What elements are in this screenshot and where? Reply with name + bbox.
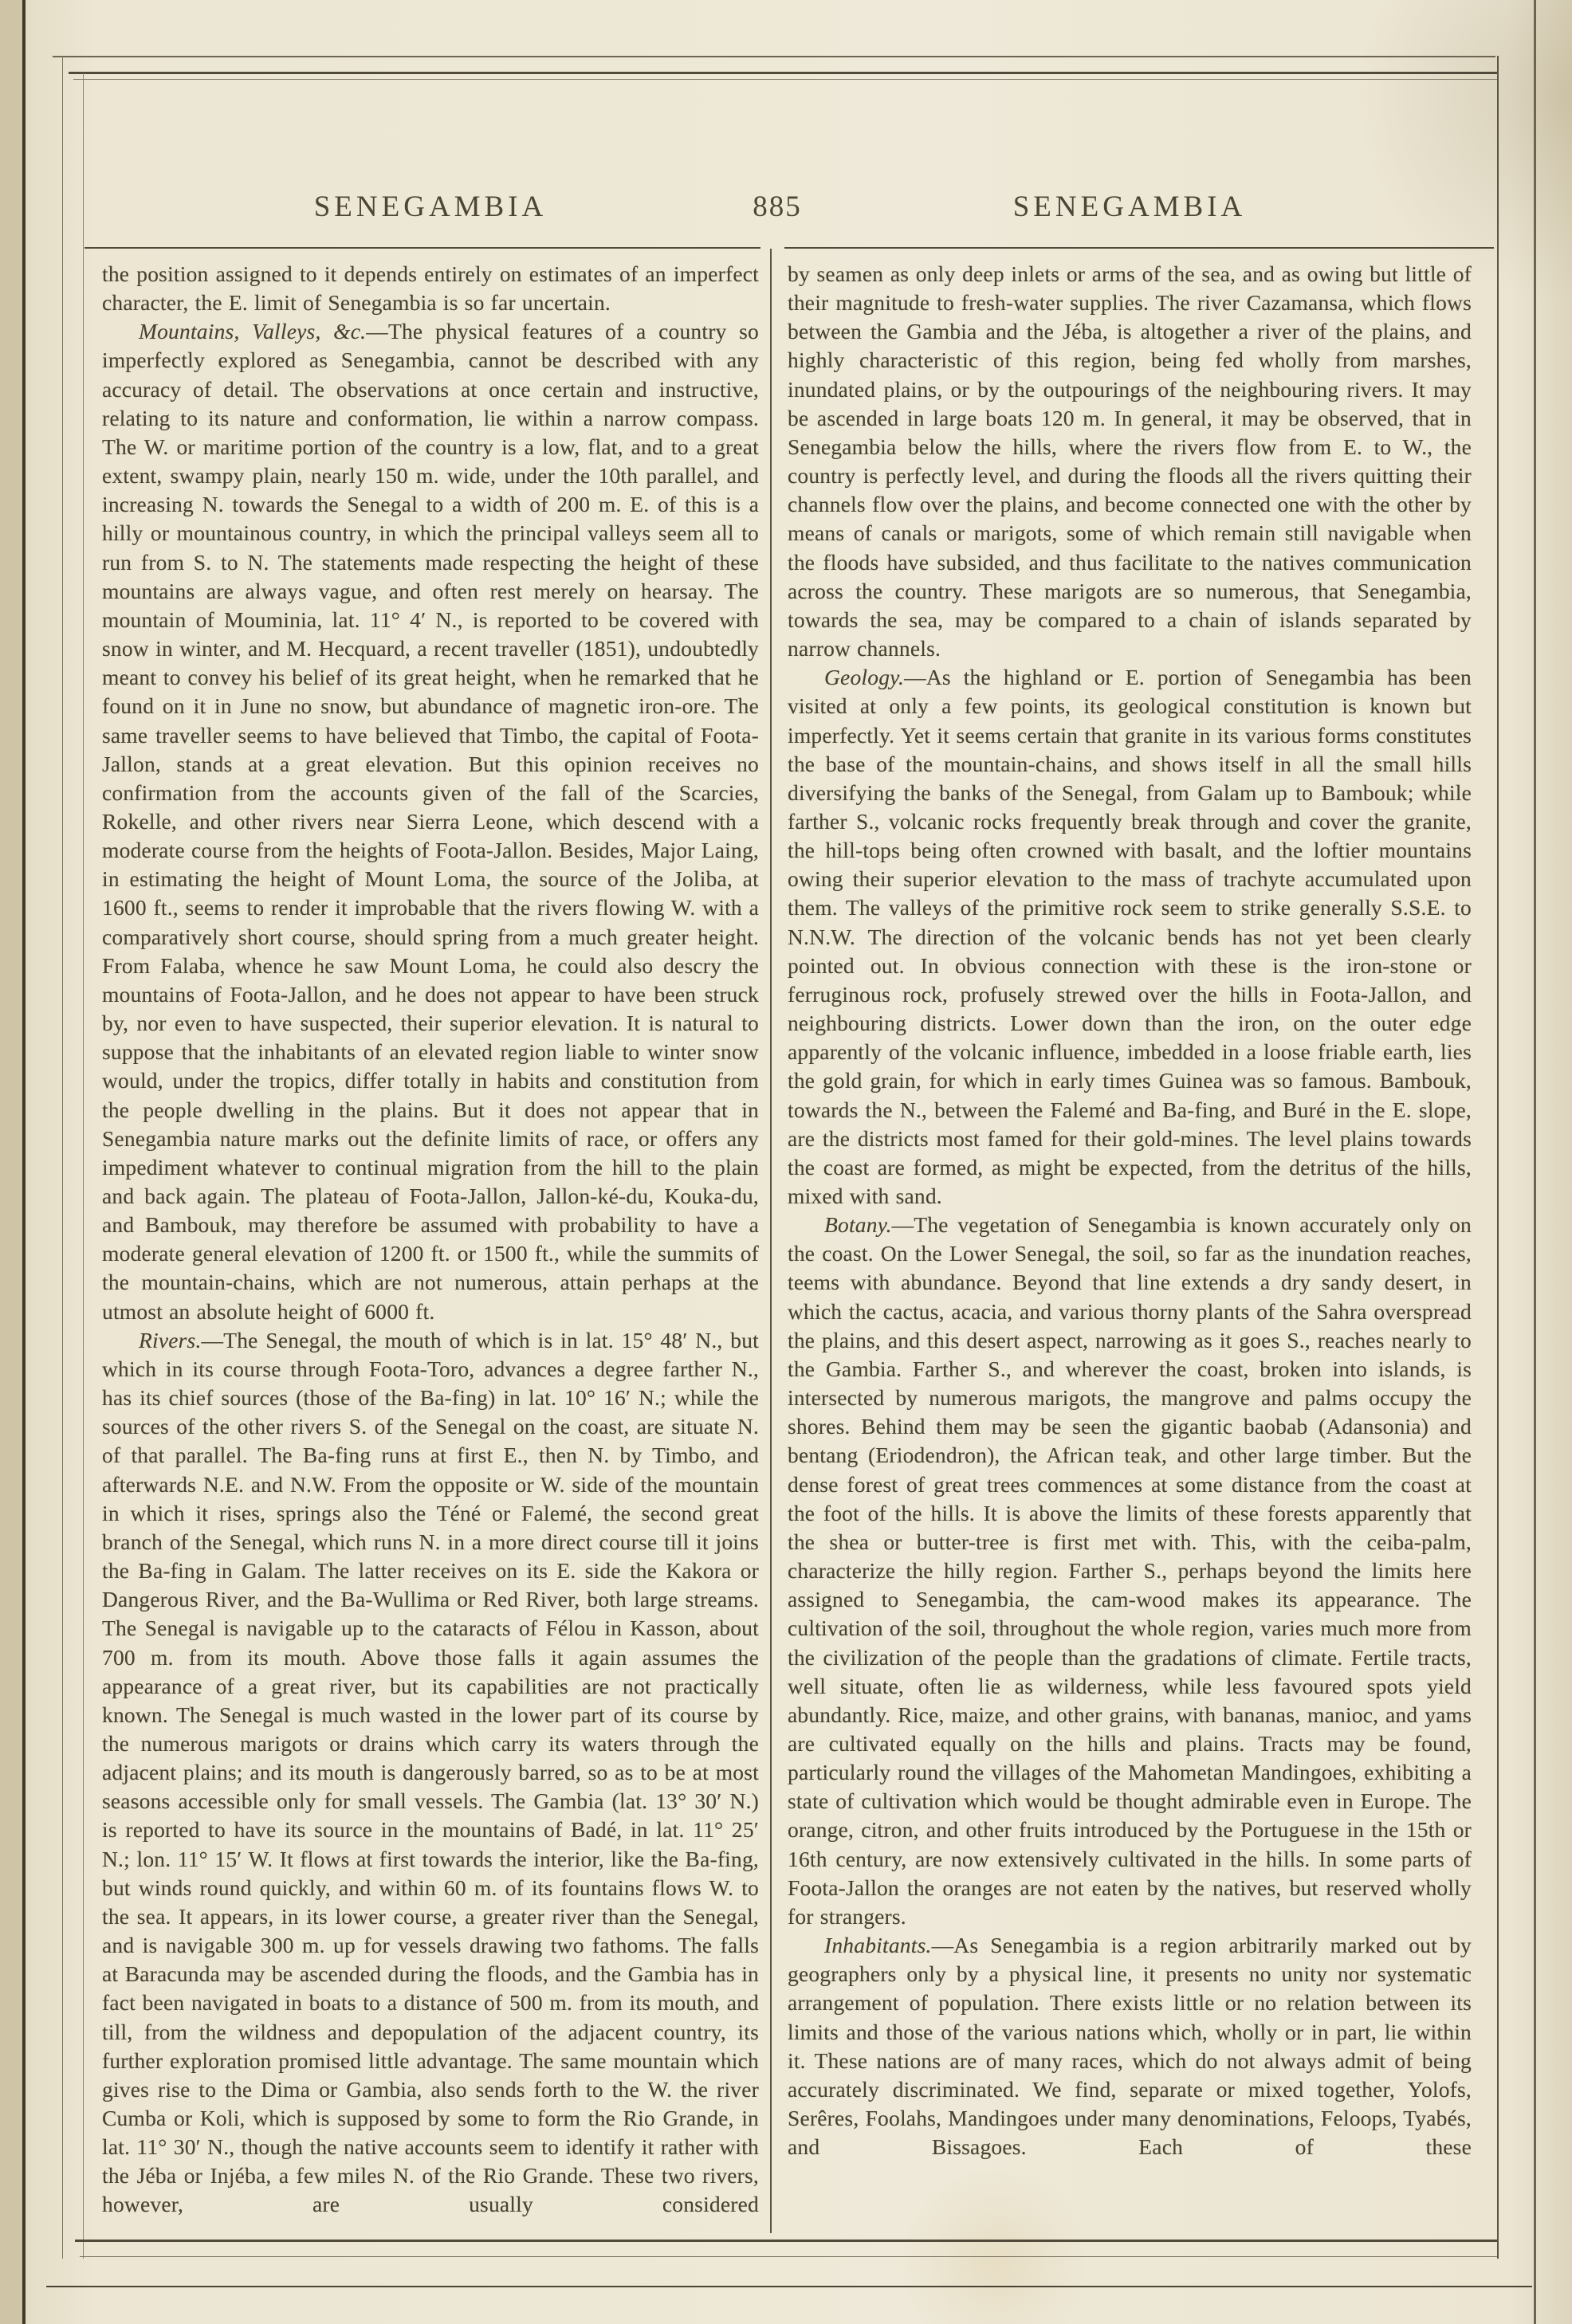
top-border-rule-inner xyxy=(73,79,1497,80)
page-number: 885 xyxy=(753,190,802,223)
paragraph-geology xyxy=(788,663,1472,1211)
paragraph-text: —As the highland or E. portion of Senegambia has been visited at only a few points, its geological constitution is known but imperfectly. Yet it seems certain that granite in its various forms constitutes the base of the mountain-chains, and shows itself in all the small hills diversifying the banks of the Senegal, from Galam up to Bambouk; while farther S., volcanic rocks frequently break through and cover the granite, the hill-tops being often crowned with basalt, and the loftier mountains owing their superior elevation to the mass of trachyte accumulated upon them. The valleys of the primitive rock seem to strike generally S.S.E. to N.N.W. The direction of the volcanic bends has not yet been clearly pointed out. In obvious connection with these is the iron-stone or ferruginous rock, profusely strewed over the hills in Foota-Jallon, and neighbouring districts. Lower down than the iron, on the outer edge apparently of the volcanic influence, imbedded in a loose friable earth, lies the gold grain, for which in early times Guinea was so famous. Bambouk, towards the N., between the Falemé and Ba-fing, and Buré in the E. slope, are the districts most famed for their gold-mines. The level plains towards the coast are formed, as might be expected, from the detritus of the hills, mixed with sand. xyxy=(788,665,1472,1208)
section-heading-geology: Geology. xyxy=(824,665,905,690)
paragraph-continuation xyxy=(788,260,1472,663)
running-head-left: SENEGAMBIA xyxy=(313,190,548,223)
paragraph-continuation xyxy=(102,260,759,317)
paragraph-rivers xyxy=(102,1326,759,2220)
paragraph-botany xyxy=(788,1211,1472,1931)
paragraph-text: —The Senegal, the mouth of which is in lat. 15° 48′ N., but which in its course through Foota-Toro, advances a degree farther N., has its chief sources (those of the Ba-fing) in lat. 10° 16′ N.; while the sources of the other rivers S. of the Senegal on the coast, are situate N. of that parallel. The Ba-fing runs at first E., then N. by Timbo, and afterwards N.E. and N.W. From the opposite or W. side of the mountain in which it rises, springs also the Téné or Falemé, the second great branch of the Senegal, which runs N. in a more direct course till it joins the Ba-fing in Galam. The latter receives on its E. side the Kakora or Dangerous River, and the Ba-Wullima or Red River, both large streams. The Senegal is navigable up to the cataracts of Félou in Kasson, about 700 m. from its mouth. Above those falls it again assumes the appearance of a great river, but its capabilities are not practically known. The Senegal is much wasted in the lower part of its course by the numerous marigots or drains which carry its waters through the adjacent plains; and its mouth is dangerously barred, so as to be at most seasons accessible only for small vessels. The Gambia (lat. 13° 30′ N.) is reported to have its source in the mountains of Badé, in lat. 11° 25′ N.; lon. 11° 15′ W. It flows at first towards the interior, like the Ba-fing, but winds round quickly, and within 60 m. of its fountains flows W. to the sea. It appears, in its lower course, a greater river than the Senegal, and is navigable 300 m. up for vessels drawing two fathoms. The falls at Baracunda may be ascended during the floods, and the Gambia has in fact been navigated in boats to a distance of 500 m. from its mouth, and till, from the wildness and depopulation of the adjacent country, its further exploration promised little advantage. The same mountain which gives rise to the Dima or Gambia, also sends forth to the W. the river Cumba or Koli, which is supposed by some to form the Rio Grande, in lat. 11° 30′ N., though the native accounts seem to identify it rather with the Jéba or Injéba, a few miles N. of the Rio Grande. These two rivers, however, are usually considered xyxy=(102,1327,759,2217)
page-body xyxy=(0,260,1572,2240)
top-border-rule xyxy=(69,72,1497,74)
paragraph-text: by seamen as only deep inlets or arms of the sea, and as owing but little of their magnitude to fresh-water supplies. The river Cazamansa, which flows between the Gambia and the Jéba, is altogether a river of the plains, and highly characteristic of this region, being fed wholly from marshes, inundated plains, or by the outpourings of the neighbouring rivers. It may be ascended in large boats 120 m. In general, it may be observed, that in Senegambia below the hills, where the rivers flow from E. to W., the country is perfectly level, and during the floods all the rivers quitting their channels flow over the plains, and become connected one with the other by means of canals or marigots, some of which remain still navigable when the floods have subsided, and thus facilitate to the natives communication across the country. These marigots are so numerous, that Senegambia, towards the sea, may be compared to a chain of islands separated by narrow channels. xyxy=(788,261,1472,661)
running-head-right: SENEGAMBIA xyxy=(1012,190,1247,223)
paragraph-mountains xyxy=(102,317,759,1325)
bottom-page-edge-line xyxy=(46,2286,1532,2287)
section-heading-rivers: Rivers. xyxy=(139,1327,202,1352)
section-heading-inhabitants: Inhabitants. xyxy=(824,1933,932,1958)
header-rule-right-column xyxy=(784,247,1494,249)
top-outer-rule xyxy=(53,56,1495,57)
bottom-border-rule xyxy=(75,2240,1497,2242)
text-column-right xyxy=(788,260,1472,2161)
section-heading-mountains: Mountains, Valleys, &c. xyxy=(139,319,367,344)
paragraph-text: —As Senegambia is a region arbitrarily marked out by geographers only by a physical line, it presents no unity nor systematic arrangement of population. There exists little or no relation between its limits and those of the various nations which, wholly or in part, lie within it. These nations are of many races, which do not always admit of being accurately discriminated. We find, separate or mixed together, Yolofs, Serêres, Foolahs, Mandingoes under many denominations, Feloops, Tyabés, and Bissagoes. Each of these xyxy=(788,1933,1472,2160)
header-rule-left-column xyxy=(84,247,760,249)
section-heading-botany: Botany. xyxy=(824,1212,892,1238)
paragraph-text: —The vegetation of Senegambia is known accurately only on the coast. On the Lower Senegal, the soil, so far as the inundation reaches, teems with abundance. Beyond that line extends a dry sandy desert, in which the cactus, acacia, and various thorny plants of the Sahra overspread the plains, and this desert aspect, narrowing as it goes S., reaches nearly to the Gambia. Farther S., and wherever the coast, broken into islands, is intersected by numerous marigots, the mangrove and palms occupy the shores. Behind them may be seen the gigantic baobab (Adansonia) and bentang (Eriodendron), the African teak, and other large timber. But the dense forest of great trees commences at some distance from the coast at the foot of the hills. It is above the limits of these forests apparently that the shea or butter-tree is first met with. This, with the ceiba-palm, characterize the hilly region. Farther S., perhaps beyond the limits here assigned to Senegambia, the cam-wood makes its appearance. The cultivation of the soil, throughout the whole region, varies much more from the civilization of the people than the gradations of climate. Fertile tracts, well situate, often lie as wilderness, while less favoured spots yield abundantly. Rice, maize, and other grains, with bananas, manioc, and yams are cultivated equally on the hills and plains. Tracts may be found, particularly round the villages of the Mahometan Mandingoes, exhibiting a state of cultivation which would be thought admirable even in Europe. The orange, citron, and other fruits introduced by the Portuguese in the 15th or 16th century, are now extensively cultivated in the hills. In some parts of Foota-Jallon the oranges are not eaten by the natives, but reserved wholly for strangers. xyxy=(788,1212,1472,1929)
paragraph-text: —The physical features of a country so imperfectly explored as Senegambia, cannot be described with any accuracy of detail. The observations at once certain and instructive, relating to its nature and conformation, lie within a narrow compass. The W. or maritime portion of the country is a low, flat, and to a great extent, swampy plain, nearly 150 m. wide, under the 10th parallel, and increasing N. towards the Senegal to a width of 200 m. E. of this is a hilly or mountainous country, in which the principal valleys seem all to run from S. to N. The statements made respecting the height of these mountains are always vague, and often rest merely on hearsay. The mountain of Mouminia, lat. 11° 4′ N., is reported to be covered with snow in winter, and M. Hecquard, a recent traveller (1851), undoubtedly meant to convey his belief of its great height, when he remarked that he found on it in June no snow, but abundance of magnetic iron-ore. The same traveller seems to have believed that Timbo, the capital of Foota-Jallon, stands at a great elevation. But this opinion receives no confirmation from the accounts given of the fall of the Scarcies, Rokelle, and other rivers near Sierra Leone, which descend with a moderate course from the heights of Foota-Jallon. Besides, Major Laing, in estimating the height of Mount Loma, the source of the Joliba, at 1600 ft., seems to render it improbable that the rivers flowing W. with a comparatively short course, should spring from a much greater height. From Falaba, whence he saw Mount Loma, he could also descry the mountains of Foota-Jallon, and he does not appear to have been struck by, nor even to have suspected, their superior elevation. It is natural to suppose that the inhabitants of an elevated region liable to winter snow would, under the tropics, differ totally in habits and constitution from the people dwelling in the plains. But it does not appear that in Senegambia nature marks out the definite limits of race, or offers any impediment whatever to continual migration from the hill to the plain and back again. The plateau of Foota-Jallon, Jallon-ké-du, Kouka-du, and Bambouk, may therefore be assumed with probability to have a moderate general elevation of 1200 ft. or 1500 ft., while the summits of the mountain-chains, which are not numerous, attain perhaps at the utmost an absolute height of 6000 ft. xyxy=(102,319,760,1324)
paragraph-text: the position assigned to it depends entirely on estimates of an imperfect character, the E. limit of Senegambia is so far uncertain. xyxy=(102,261,759,316)
bottom-border-rule-inner xyxy=(80,2256,1497,2257)
text-column-left xyxy=(102,260,759,2220)
paragraph-inhabitants xyxy=(788,1931,1472,2161)
